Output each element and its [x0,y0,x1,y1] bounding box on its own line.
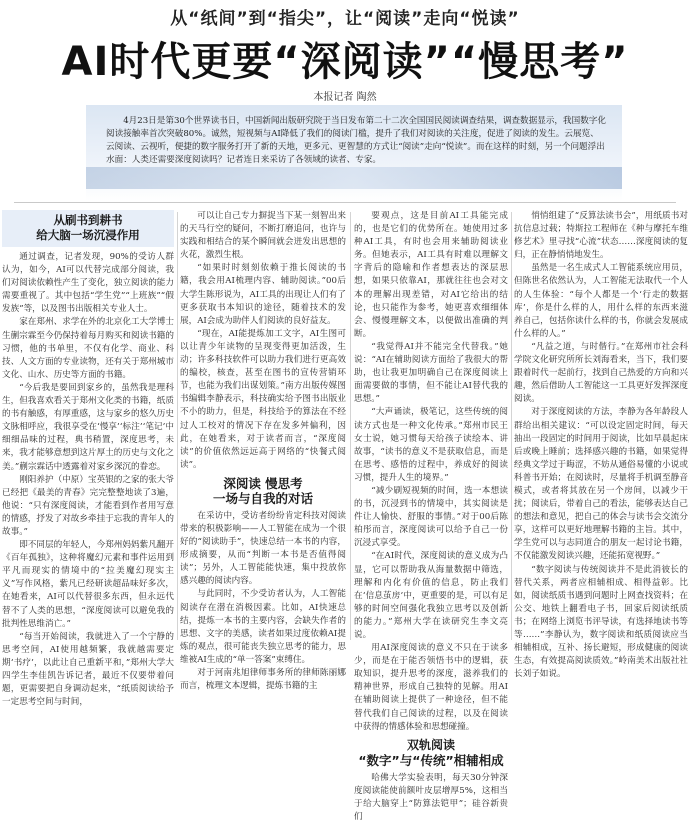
paragraph: 对于深度阅读的方法，李静为各年龄段人群给出相关建议：“可以设定固定时间，每天抽出一段固定的时间用于阅读，比如早晨起床后或晚上睡前；选择感兴趣的书籍，如果觉得经典文学过于晦涩，不妨从通俗易懂的小说或科普书开始；在阅读时，尽量将手机调至静音模式，或者将其放在另一个房间，以减少干扰；阅读后，带着自己的看法，能够表达自己的想法和意见，把自己的体会与读书会交流分享，这样可以更好地理解书籍的主旨。其中，学生党可以与志同道合的朋友一起讨论书籍，不仅能激发阅读兴趣，还能拓宽视野。” [514,407,688,562]
main-headline: AI时代更要“深阅读”“慢思考” [61,39,629,85]
section-heading-1 [2,210,174,247]
section-heading-2 [180,476,346,506]
paragraph: 刚阳养护（中原）宝英银的之家的张大爷已经把《最美的青春》完完整整地读了3遍，他说：“只有深度阅读，才能看到作者用写意的情感，抒发了对故乡牵挂于忘我的青年人的故事。” [2,474,174,537]
column-divider [511,212,512,640]
article-column-4 [514,210,688,680]
paragraph: “数字阅读与传统阅读并不是此消彼长的替代关系，两者应相辅相成、相得益彰。比如，阅读纸质书遇到问题时上网查找资料；在公交、地铁上翻看电子书，回家后阅读纸质书；在网络上浏览书评导读，有选择地读书等等……”李静认为，数字阅读和纸质阅读应当相辅相成，互补、扬长避短，形成健康的阅读生态，有效提高阅读质效。”岭南美术出版社社长刘子如说。 [514,564,688,680]
paragraph: 对于河南兆旭律师事务所的律师陈丽娜而言，梳理文本逻辑，提炼书籍的主 [180,668,346,692]
section-heading-line: 给大脑一场沉浸作用 [36,228,140,242]
section-heading-line: 一场与自我的对话 [212,490,313,506]
lead-paragraph: 4月23日是第30个世界读书日，中国新闻出版研究院于当日发布第二十二次全国国民阅读调查结果，调查数据显示，我国数字化阅读接触率首次突破80%。诚然，短视频与AI降低了我们的阅读门槛，提升了我们对阅读的关注度，促进了阅读的发生。云展览、云阅读、云视听，便捷的数字服务打开了新的天地，更多元、更智慧的方式让“阅读”走向“悦读”。而在这样的时刻，另一个问题浮出水面：人类还需要深度阅读吗？记者连日来采访了各领域的读者、专家。 [106,116,606,165]
article-column-2 [180,210,346,692]
section-heading-line: 从刷书到耕书 [53,213,123,227]
paragraph: 即不同层的年轻人，今郑州妈妈紫凡翻开《百年孤独》，这种将魔幻元素和事件运用到平凡而现实的情境中的“拉美魔幻现实主义”写作风格，紫凡已经研读超品味好多次，在她看来，AI可以代替很多东西，但永远代替不了人类的思想，“深度阅读可以避免我的批判性思维消亡。” [2,540,174,629]
paragraph: 用AI深度阅读的意义不只在于读多少，而是在于能否领悟书中的逻辑，获取知识，提升思考的深度，滋养我们的精神世界，形成自己独特的见解。用AI在辅助阅读上提供了一种途径，但不能替代我们自己阅读的过程，以及在阅读中获得的情感体验和思想碰撞。 [354,643,508,732]
section-heading-line: “数字”与“传统”相辅相成 [358,752,504,768]
article-column-3 [354,210,508,823]
paragraph: “现在，AI能提炼加工文字，AI生图可以让青少年读物的呈现变得更加活泼，生动；许多科技软件可以助力我们进行更高效的编校，核查，甚至在图书的宣传营销环节，也能为我们出谋划策。”南方出版传媒图书编辑李静表示，科技确实给予图书出版业不小的助力，但是，科技给予的算法在不经过人工校对的情况下存在发多舛偏利，因此，在她看来，对于读者而言，“深度阅读”的价值依然远远高于网络的“快餐式阅读”。 [180,328,346,470]
section-heading-3 [354,738,508,768]
paragraph: “凡益之道，与时偕行。”在郑州市社会科学院文化研究所所长刘海看来，当下，我们要跟着时代一起前行，找到自己热爱的方向和兴趣，然后借助人工智能这一工具更好发挥深度阅读。 [514,341,688,405]
section-heading-line: 双轨阅读 [406,737,455,752]
paragraph: 通过调查，记者发现，90%的受访人群认为，如今，AI可以代替完成部分阅读，我们对阅读依赖性产生了变化，独立阅读的能力需要重视了。其中包括“学生党”“上班族”“假发族”等，以及图书出版相关专业人士。 [2,252,174,315]
column-divider [177,212,178,640]
paragraph: “在AI时代，深度阅读的意义成为凸显，它可以帮助我从海量数据中筛选，理解和内化有价值的信息，防止我们在‘信息茧房’中，更重要的是，可以有足够的时间空间强化我独立思考以及创新的能力。”郑州大学在读研究生李文亮说。 [354,551,508,640]
paragraph: 哈佛大学实验表明，每天30分钟深度阅读能使前额叶皮层增厚5%，这相当于给大脑穿上“防算法铠甲”；硅谷新贵们 [354,772,508,823]
paragraph: “减少刷短视频的时间，选一本想读的书，沉浸到书的情境中，其实阅读是件让人愉快、舒服的事情。”对于00后陈柏彤而言，深度阅读可以给予自己一份沉浸式享受。 [354,485,508,549]
paragraph: “如果时时刻刻依赖于推长阅读的书籍，我会用AI梳理内容、辅助阅读。”00后大学生陈形说为，AI工具的出现让人们有了更多获取书本知识的途径，随着技术的发展，AI会成为助伴人们阅读的良好益友。 [180,263,346,326]
lead-section [14,103,676,203]
column-divider [350,212,351,640]
paragraph: 可以让自己专力摒捉当下某一刻智出来的天马行空的疑问，不断打磨追问，也许与实践和相结合的某个瞬间就会迸发出思想的火花，激烈生根。 [180,211,346,261]
paragraph: 与此同时，不少受访者认为，人工智能阅读存在潜在消极因素。比如，AI快速总结，提炼一本书的主要内容，会缺失作者的思想、文字的美感，读者如果过度依赖AI提炼的观点，很可能丧失独立思考的能力，思维被AI生成的“单一答案”束缚住。 [180,589,346,665]
paragraph: 悄悄组建了“反算法读书会”，用纸质书对抗信息过载；特斯拉工程师在《种与摩托车维修艺术》里寻找“心流”状态……深度阅读的复归，正在静悄悄地发生。 [514,211,688,261]
paragraph: 虽然是一名生成式人工智能系统应用员，但陈世名依然认为，人工智能无法取代一个人的人生体验：“每个人都是一个‘行走的数据库’，你是什么样的人，用什么样的东西来滋养自己，包括你读什么样的书，你就会发展成什么样的人。” [514,263,688,339]
paragraph: “大声诵读，极笔记，这些传统的阅读方式也是一种文化传承。”郑州市民王女士说，她习惯每天给孩子读绘本、讲故事，“读书的意义不是获取信息，而是在思考、感悟的过程中，养成好的阅读习惯，提升人生的境界。” [354,407,508,483]
paragraph: 家在郑州、求学在外的北京化工大学博士生蒯宗霖至今仍保持着每月购买和阅读书籍的习惯，他的书单里，不仅有化学、商业、科技、人文方面的专业读物，还有关于郑州城市文化、山水、历史等方面的书籍。 [2,317,174,380]
paragraph: 在采访中，受访者纷纷肯定科技对阅读带来的积极影响——人工智能在成为一个很好的“阅读助手”，快速总结一本书的内容，形成摘要，从而“判断一本书是否值得阅读”；另外，人工智能能快速，集中投放你感兴趣的阅读内容。 [180,510,346,587]
paragraph: “每当开始阅读，我就进入了一个宁静的思考空间，AI使用越频繁，我就越需要定期‘书疗’，以此让自己重新平和，”郑州大学大四学生李佳凯告诉记者，最近不仅要带着问题，更需要把自身调动起来，“纸质阅读给予一定思考空间与时间， [2,631,174,708]
article-column-1 [2,210,174,708]
section-heading-line: 深阅读 慢思考 [223,475,303,491]
paragraph: 要观点，这是目前AI工具能完成的，也是它们的优势所在。她使用过多种AI工具，有时也会用来辅助阅读业务。但她表示，AI工具有时难以理解文字背后的隐喻和作者想表达的深层思想，如果只依靠AI，那就往往也会对文本的理解出现差错，对AI它给出的结论，也只能作为参考，她更喜欢细细体会、慢慢理解文本，以便做出准确的判断。 [354,211,508,339]
byline: 本报记者 陶然 [313,92,377,103]
paragraph: “今后我是要回到家乡的，虽然我是理科生，但我喜欢看关于郑州文化类的书籍，纸质的书有触感，有厚重感，这与家乡的悠久历史文脉相呼应，我很享受在‘慢享’‘标注’‘笔记’中细细品味的过程，典书稍置，深度思考，未来，我才能够意想到这片厚土的历史与文化之美。”蒯宗霖话中透露着对家乡深沉的眷恋。 [2,382,174,472]
illustration-band [86,167,622,189]
paragraph: “我觉得AI并不能完全代替我。”她说：“AI在辅助阅读方面给了我很大的帮助，也让我更加明确自己在深度阅读上面需要做的事情，但不能让AI替代我的思想。” [354,341,508,405]
kicker-headline: 从“纸间”到“指尖”，让“阅读”走向“悦读” [170,9,520,29]
